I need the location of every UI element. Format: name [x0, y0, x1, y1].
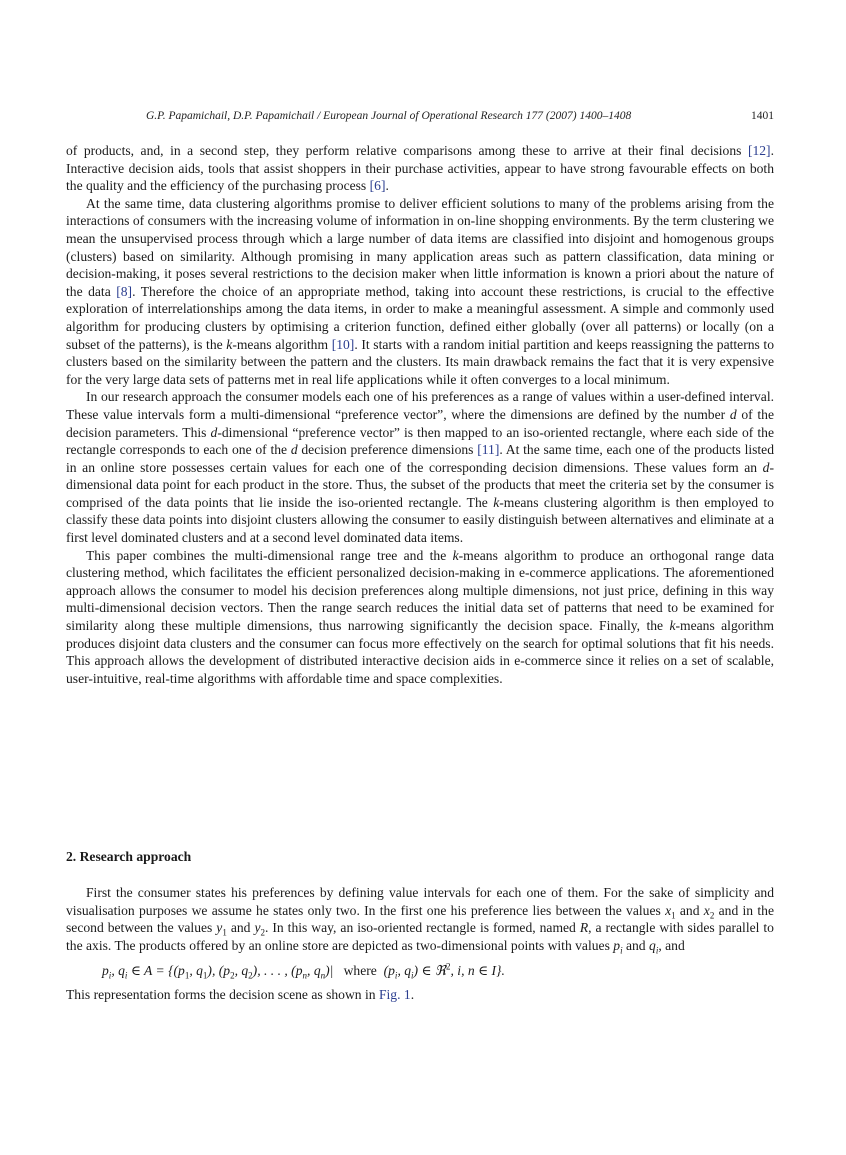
- citation-link[interactable]: [6]: [369, 178, 386, 194]
- citation-link[interactable]: [12]: [747, 143, 771, 158]
- citation-link[interactable]: [8]: [116, 283, 133, 299]
- citation-link[interactable]: [10]: [331, 336, 355, 352]
- equation: $p_i$, $q_i$ ∈ $A = \{(p_1$, $q_1$), ($p_2$, $q_2$), . . . , ($p_n$, $q_n)|$ where ($p_i$, $q_i$) ∈ ℜ$^2$, i, n ∈ I}.: [102, 961, 505, 982]
- section-body: [66, 884, 774, 1004]
- paragraph: of products, and, in a second step, they perform relative comparisons among these to arrive at their final decisions [12]. Interactive decision aids, tools that assist shoppers in their purchase activities, appear to have strong favourable effects on both the quality and the efficiency of the purchasing process [6].: [66, 143, 774, 194]
- paragraph: At the same time, data clustering algorithms promise to deliver efficient solutions to many of the problems arising from the interactions of consumers with the increasing volume of information in on-line shopping environments. By the term clustering we mean the unsupervised process through which a large number of data items are classified into disjoint and homogenous groups (clusters) based on similarity. Although promising in many application areas such as pattern classification, data mining or decision-making, it poses several restrictions to the decision maker when little information is known a priori about the nature of the data [8]. Therefore the choice of an appropriate method, taking into account these restrictions, is crucial to the effective exploration of interrelationships among the data items, in order to make a meaningful assessment. A simple and commonly used algorithm for producing clusters by optimising a criterion function, defined either globally (over all patterns) or locally (on a subset of the patterns), is the k-means algorithm [10]. It starts with a random initial partition and keeps reassigning the patterns to clusters based on the similarity between the pattern and the clusters. Its main drawback remains the fact that it is very expensive for the very large data sets of patterns met in real life applications while it often converges to a local minimum.: [66, 195, 775, 387]
- figure-link[interactable]: Fig. 1: [378, 986, 411, 1002]
- citation-link[interactable]: [11]: [477, 442, 500, 458]
- paragraph: In our research approach the consumer models each one of his preferences as a range of values within a user-defined interval. These value intervals form a multi-dimensional “preference vector”, where the dimensions are defined by the number d of the decision parameters. This d-dimensional “preference vector” is then mapped to an iso-oriented rectangle, where each side of the rectangle corresponds to each one of the d decision preference dimensions [11]. At the same time, each one of the products listed in an online store possesses certain values for each one of the corresponding decision dimensions. These values form an d-dimensional data point for each product in the store. Thus, the subset of the products that meet the criteria set by the consumer is comprised of the data points that lie inside the iso-oriented rectangle. The k-means clustering algorithm is then employed to classify these data points into disjoint clusters allowing the consumer to easily distinguish between alternatives and eliminate at a first level dominated clusters and at a second level dominated data items.: [66, 389, 775, 546]
- running-title: G.P. Papamichail, D.P. Papamichail / European Journal of Operational Research 177 (2007) 1400–1408: [146, 110, 632, 122]
- paragraph: First the consumer states his preferences by defining value intervals for each one of them. For the sake of simplicity and visualisation purposes we assume he states only two. In the first one his preference lies between the values $x_1$ and $x_2$ and in the second between the values $y_1$ and $y_2$. In this way, an iso-oriented rectangle is formed, named R, a rectangle with sides parallel to the axis. The products offered by an online store are depicted as two-dimensional points with values $p_i$ and $q_i$, and: [66, 885, 774, 956]
- section-heading: 2. Research approach: [66, 849, 192, 864]
- paragraph: This representation forms the decision scene as shown in Fig. 1.: [66, 986, 415, 1002]
- paragraph: This paper combines the multi-dimensional range tree and the k-means algorithm to produce an orthogonal range data clustering method, which facilitates the efficient personalized decision-making in e-commerce applications. The aforementioned approach allows the consumer to model his decision preferences along multiple dimensions, not just price, defining in this way multi-dimensional decision vectors. Then the range search reduces the initial data set of patterns that need to be examined for similarity along these multiple dimensions, thus narrowing significantly the decision space. Finally, the k-means algorithm produces disjoint data clusters and the consumer can focus more effectively on the search for optimal solutions that fit his needs. This approach allows the development of distributed interactive decision aids in e-commerce since it relies on a set of scalable, user-intuitive, real-time algorithms with affordable time and space complexities.: [66, 547, 775, 686]
- page-number: 1401: [751, 110, 774, 122]
- body-text: [66, 142, 774, 687]
